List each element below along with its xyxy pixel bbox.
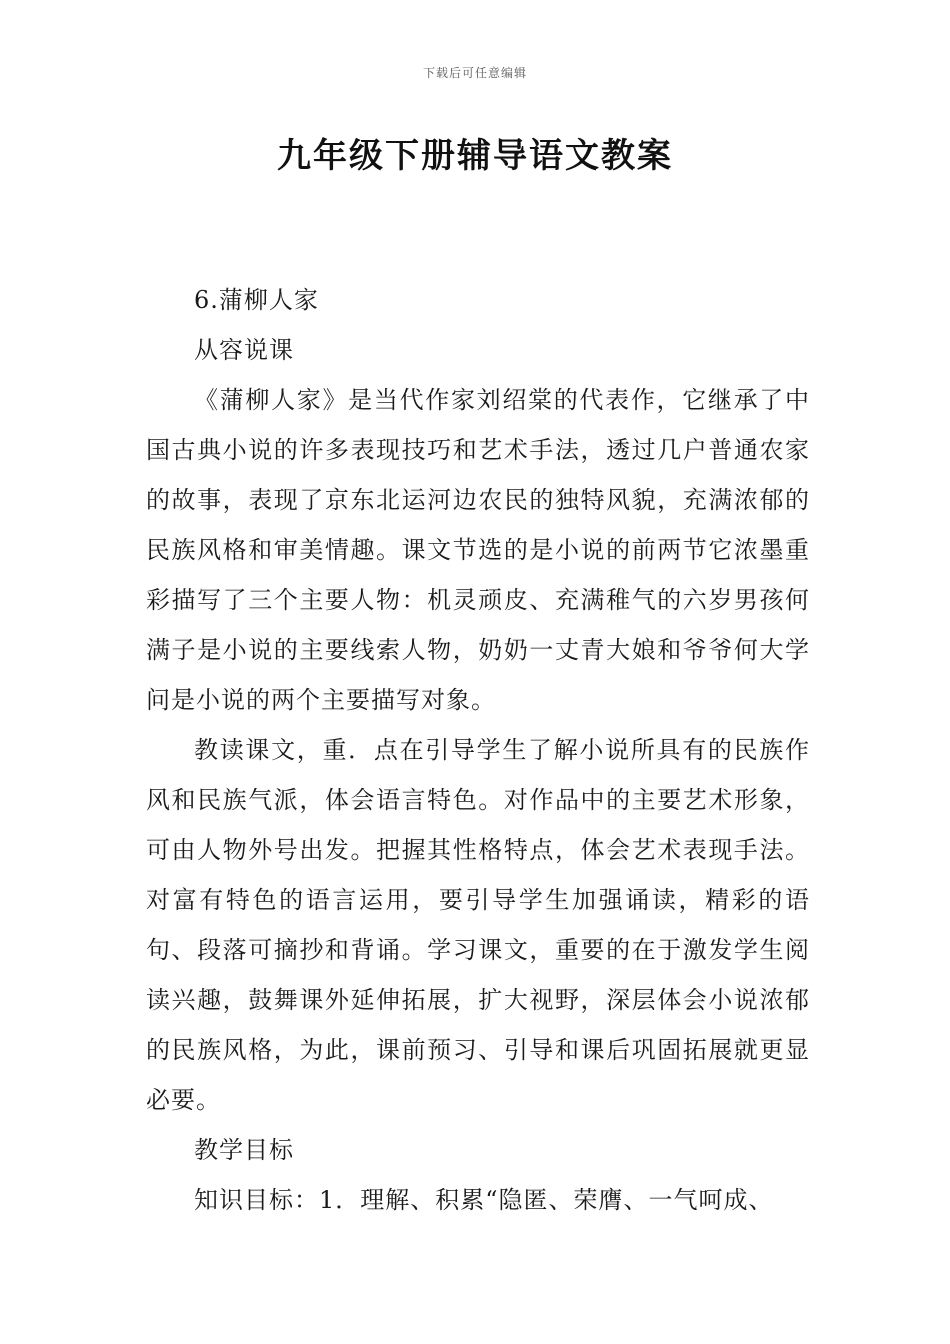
objectives-line: 知识目标：1．理解、积累“隐匿、荣膺、一气呵成、 [194,1186,774,1214]
lesson-heading: 6.蒲柳人家 [194,286,319,314]
document-body [146,275,810,1225]
header-note: 下载后可任意编辑 [422,66,527,80]
paragraph: 教读课文，重．点在引导学生了解小说所具有的民族作风和民族气派，体会语言特色。对作品中的主要艺术形象，可由人物外号出发。把握其性格特点，体会艺术表现手法。对富有特色的语言运用，要引导学生加强诵读，精彩的语句、段落可摘抄和背诵。学习课文，重要的在于激发学生阅读兴趣，鼓舞课外延伸拓展，扩大视野，深层体会小说浓郁的民族风格，为此，课前预习、引导和课后巩固拓展就更显必要。 [146,736,810,1114]
objectives-heading: 教学目标 [194,1136,294,1164]
section-heading: 从容说课 [194,336,294,364]
paragraph: 《蒲柳人家》是当代作家刘绍棠的代表作，它继承了中国古典小说的许多表现技巧和艺术手法，透过几户普通农家的故事，表现了京东北运河边农民的独特风貌，充满浓郁的民族风格和审美情趣。课文节选的是小说的前两节它浓墨重彩描写了三个主要人物：机灵顽皮、充满稚气的六岁男孩何满子是小说的主要线索人物，奶奶一丈青大娘和爷爷何大学问是小说的两个主要描写对象。 [146,386,810,714]
document-title: 九年级下册辅导语文教案 [277,136,673,176]
